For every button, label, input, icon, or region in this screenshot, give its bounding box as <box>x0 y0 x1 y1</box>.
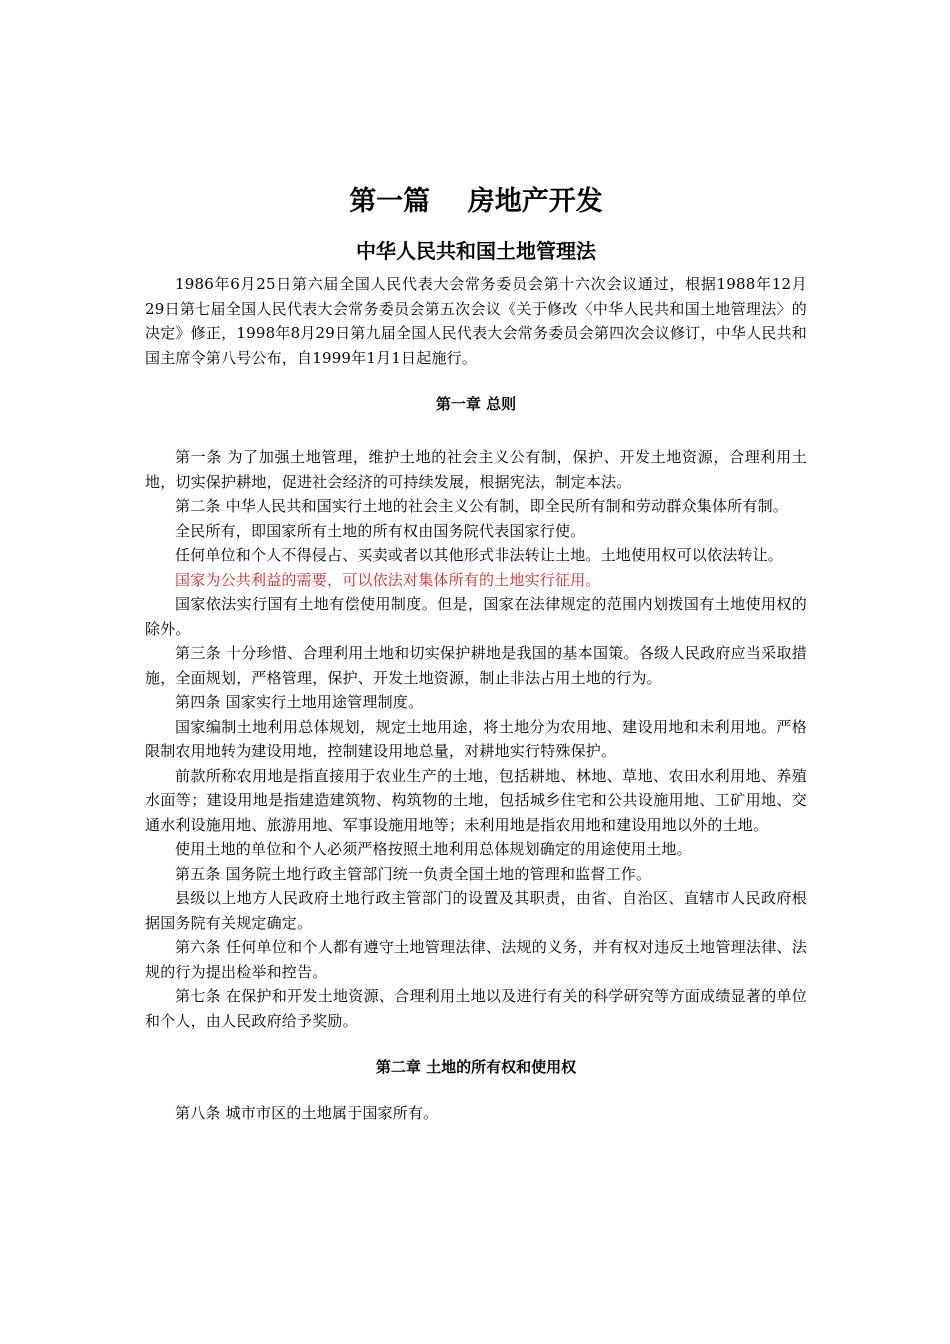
article-2-para-2: 全民所有，即国家所有土地的所有权由国务院代表国家行使。 <box>175 521 586 540</box>
article-3: 第三条 十分珍惜、合理利用土地和切实保护耕地是我国的基本国策。各级人民政府应当采取措施，全面规划，严格管理，保护、开发土地资源，制止非法占用土地的行为。 <box>145 644 807 687</box>
article-2: 第二条 中华人民共和国实行土地的社会主义公有制，即全民所有制和劳动群众集体所有制。 <box>175 497 788 515</box>
chapter-1-body <box>145 445 807 1033</box>
article-4-para-2: 国家编制土地利用总体规划，规定土地用途，将土地分为农用地、建设用地和未利用地。严格限制农用地转为建设用地，控制建设用地总量，对耕地实行特殊保护。 <box>145 717 807 760</box>
article-5-para-2: 县级以上地方人民政府土地行政主管部门的设置及其职责，由省、自治区、直辖市人民政府根据国务院有关规定确定。 <box>145 889 807 932</box>
chapter-2-body <box>145 1101 807 1126</box>
article-1: 第一条 为了加强土地管理，维护土地的社会主义公有制，保护、开发土地资源，合理利用土地，切实保护耕地，促进社会经济的可持续发展，根据宪法，制定本法。 <box>145 448 807 491</box>
document-page <box>145 180 807 1126</box>
article-8: 第八条 城市市区的土地属于国家所有。 <box>175 1104 439 1122</box>
article-7: 第七条 在保护和开发土地资源、合理利用土地以及进行有关的科学研究等方面成绩显著的单位和个人，由人民政府给予奖励。 <box>145 987 807 1030</box>
article-6: 第六条 任何单位和个人都有遵守土地管理法律、法规的义务，并有权对违反土地管理法律、法规的行为提出检举和控告。 <box>145 938 807 981</box>
article-4-para-4: 使用土地的单位和个人必须严格按照土地利用总体规划确定的用途使用土地。 <box>175 840 692 858</box>
law-title: 中华人民共和国土地管理法 <box>356 239 596 263</box>
article-2-para-5: 国家依法实行国有土地有偿使用制度。但是，国家在法律规定的范围内划拨国有土地使用权的除外。 <box>145 595 807 638</box>
part-title: 第一篇 房地产开发 <box>349 186 603 217</box>
preamble: 1986年6月25日第六届全国人民代表大会常务委员会第十六次会议通过，根据1988年12月29日第七届全国人民代表大会常务委员会第五次会议《关于修改〈中华人民共和国土地管理法〉的决定》修正，1998年8月29日第九届全国人民代表大会常务委员会第四次会议修订，中华人民共和国主席令第八号公布，自1999年1月1日起施行。 <box>145 275 807 367</box>
chapter-2-title: 第二章 土地的所有权和使用权 <box>375 1058 577 1076</box>
article-2-para-3: 任何单位和个人不得侵占、买卖或者以其他形式非法转让土地。土地使用权可以依法转让。 <box>175 546 784 564</box>
article-4-para-3: 前款所称农用地是指直接用于农业生产的土地，包括耕地、林地、草地、农田水利用地、养殖水面等；建设用地是指建造建筑物、构筑物的土地，包括城乡住宅和公共设施用地、工矿用地、交通水利设施用地、旅游用地、军事设施用地等；未利用地是指农用地和建设用地以外的土地。 <box>145 766 807 834</box>
article-5: 第五条 国务院土地行政主管部门统一负责全国土地的管理和监督工作。 <box>175 864 652 883</box>
article-2-para-4-highlighted: 国家为公共利益的需要，可以依法对集体所有的土地实行征用。 <box>175 570 601 589</box>
article-4: 第四条 国家实行土地用途管理制度。 <box>175 693 424 711</box>
chapter-1-title: 第一章 总则 <box>435 395 517 413</box>
